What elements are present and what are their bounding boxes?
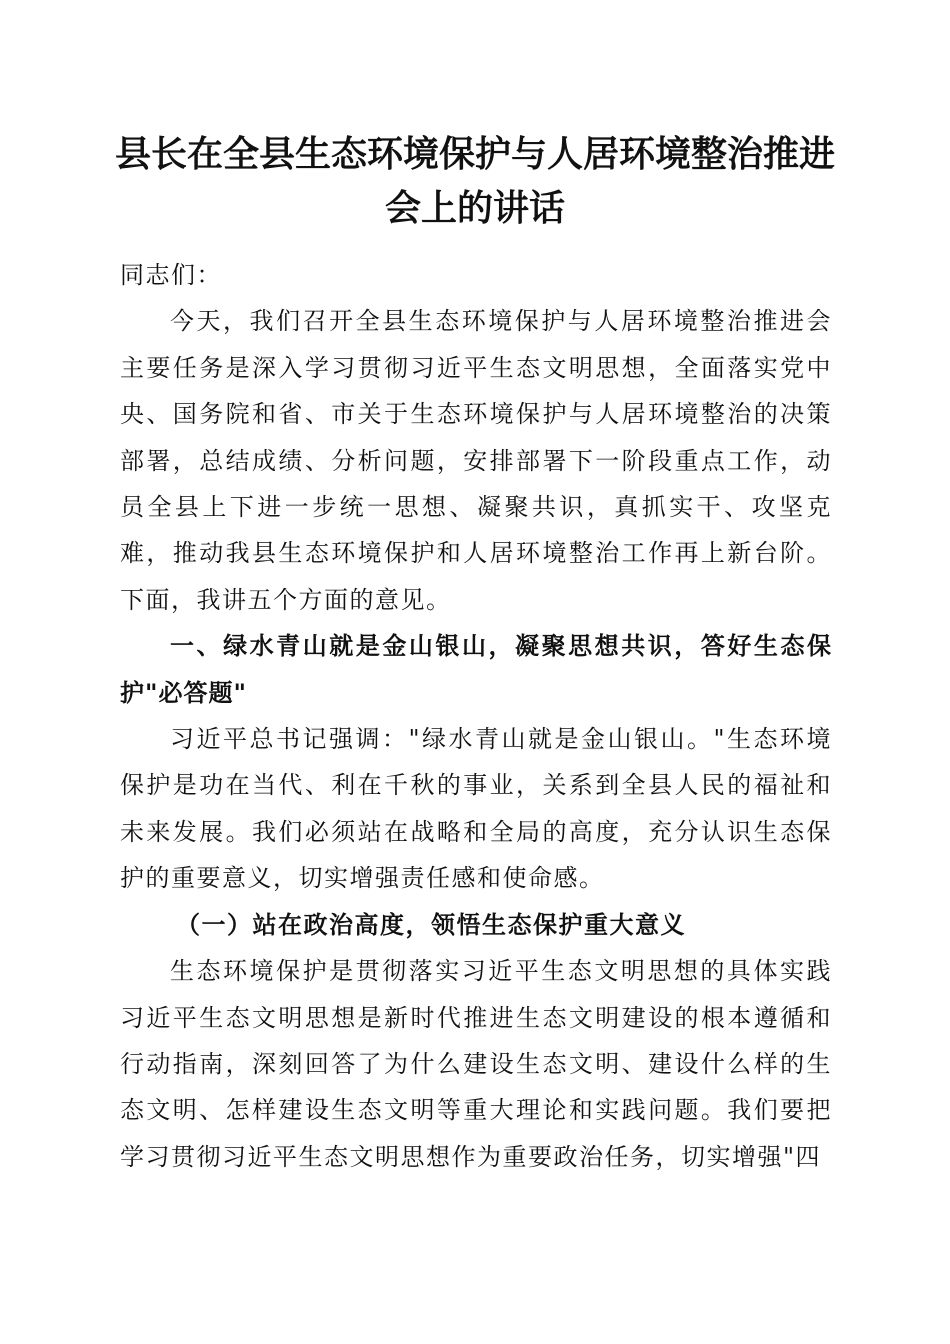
intro-paragraph: 今天，我们召开全县生态环境保护与人居环境整治推进会主要任务是深入学习贯彻习近平生态文明思想，全面落实党中央、国务院和省、市关于生态环境保护与人居环境整治的决策部署，总结成绩、分析问题，安排部署下一阶段重点工作，动员全县上下进一步统一思想、凝聚共识，真抓实干、攻坚克难，推动我县生态环境保护和人居环境整治工作再上新台阶。下面，我讲五个方面的意见。 bbox=[120, 307, 832, 614]
section-1-paragraph: 习近平总书记强调："绿水青山就是金山银山。"生态环境保护是功在当代、利在千秋的事业，关系到全县人民的福祉和未来发展。我们必须站在战略和全局的高度，充分认识生态保护的重要意义，切实增强责任感和使命感。 bbox=[120, 725, 832, 893]
salutation: 同志们： bbox=[120, 261, 222, 289]
subsection-1-heading: （一）站在政治高度，领悟生态保护重大意义 bbox=[176, 909, 686, 939]
section-1-heading: 一、绿水青山就是金山银山，凝聚思想共识，答好生态保护"必答题" bbox=[120, 632, 832, 707]
document-title: 县长在全县生态环境保护与人居环境整治推进会上的讲话 bbox=[114, 134, 835, 229]
subsection-1-paragraph: 生态环境保护是贯彻落实习近平生态文明思想的具体实践习近平生态文明思想是新时代推进生态文明建设的根本遵循和行动指南，深刻回答了为什么建设生态文明、建设什么样的生态文明、怎样建设生态文明等重大理论和实践问题。我们要把学习贯彻习近平生态文明思想作为重要政治任务，切实增强"四 bbox=[120, 957, 832, 1171]
document-body bbox=[120, 252, 832, 1180]
